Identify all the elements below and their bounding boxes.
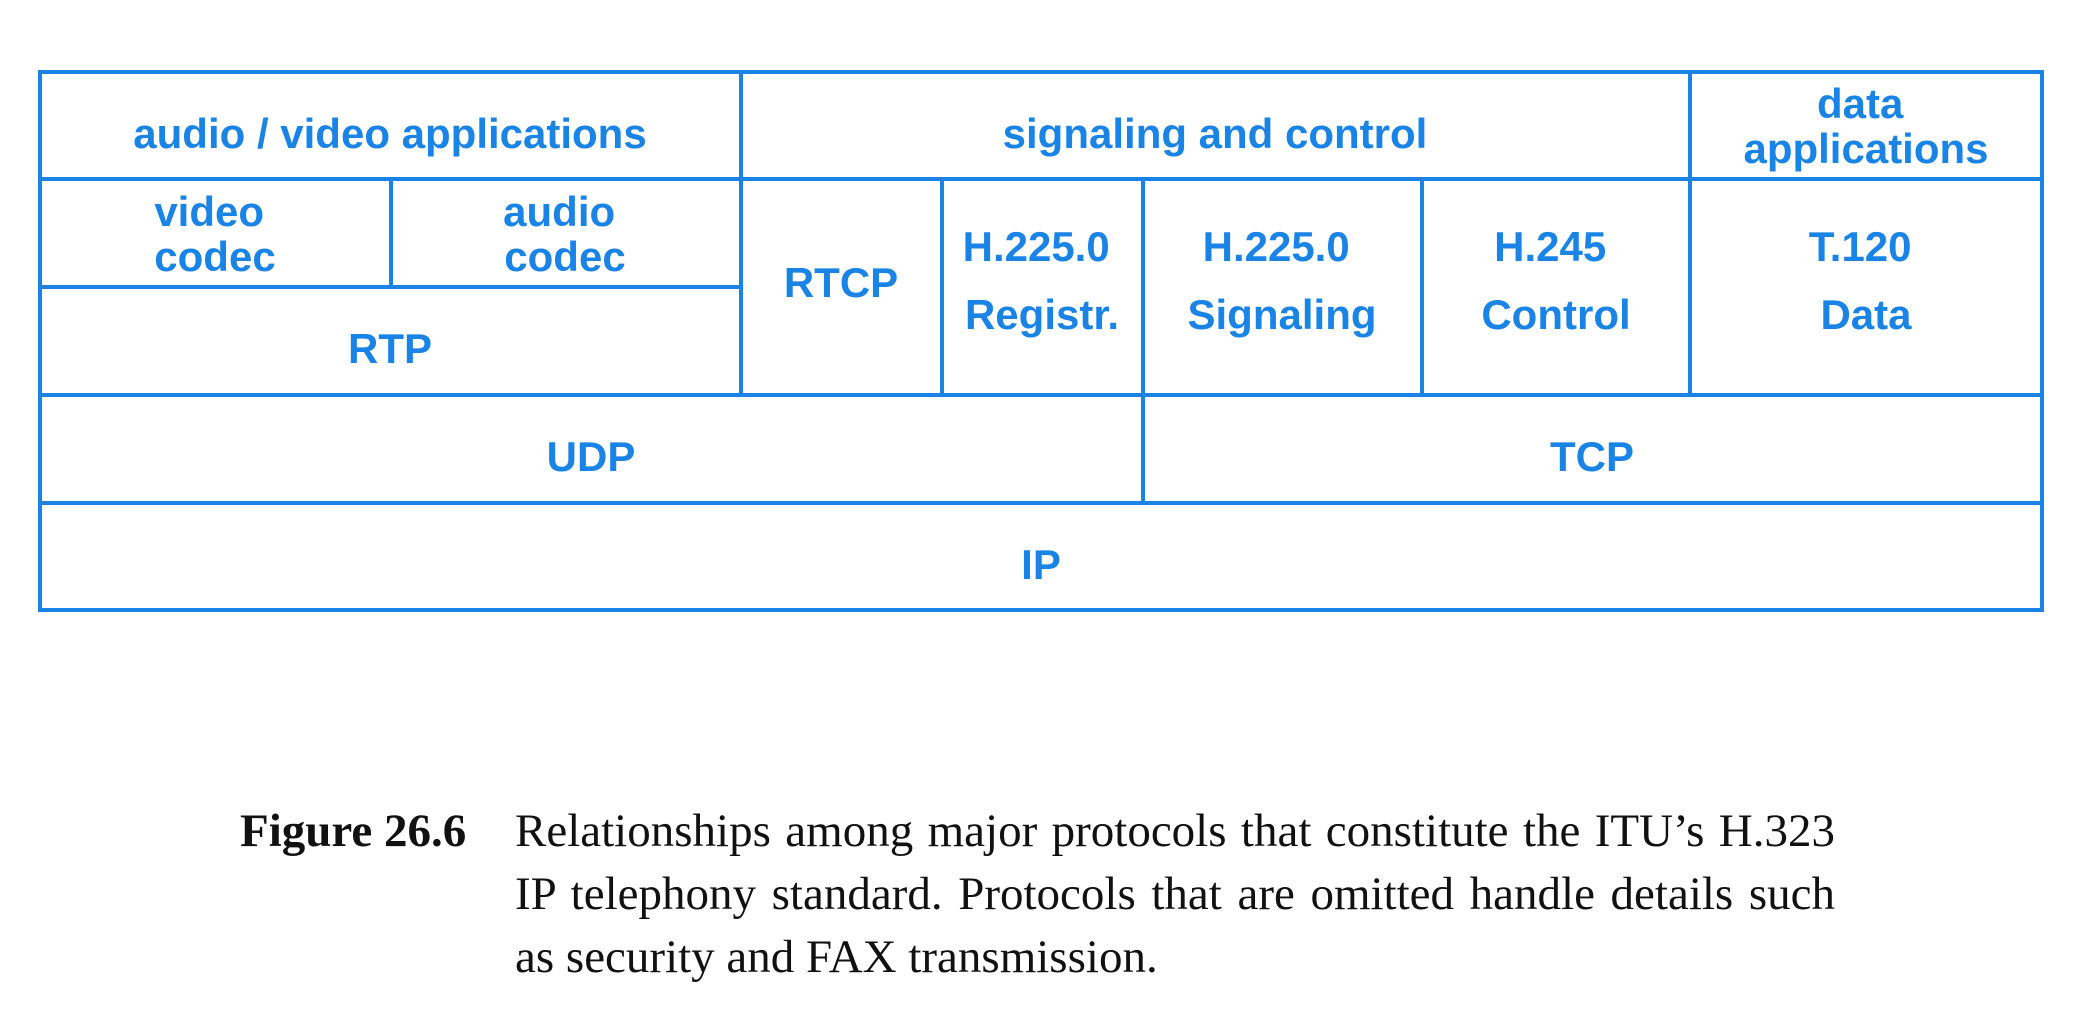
av-applications-label: audio / video applications [133,110,647,157]
data-applications-label: data applications [1743,80,1989,172]
h245-control-label: H.245 Control [1481,223,1631,338]
h2250-signaling-label: H.225.0 Signaling [1187,223,1377,338]
caption-text: Relationships among major protocols that constitute the ITU’s H.323 IP telephony standard. Protocols that are omitted handle details such as security and FAX transmission. [515,805,1835,983]
audio-codec-label: audio codec [503,188,626,280]
figure-number: Figure 26.6 [240,805,467,857]
figure-caption [240,800,1840,989]
rtp-label: RTP [348,325,432,372]
ip-label: IP [1021,541,1061,588]
tcp-label: TCP [1550,433,1634,480]
udp-label: UDP [546,433,636,480]
t120-data-label: T.120 Data [1808,223,1912,338]
h2250-registration-label: H.225.0 Registr. [962,223,1120,338]
rtcp-label: RTCP [783,259,899,306]
video-codec-label: video codec [154,188,276,280]
signaling-control-label: signaling and control [1002,110,1428,157]
